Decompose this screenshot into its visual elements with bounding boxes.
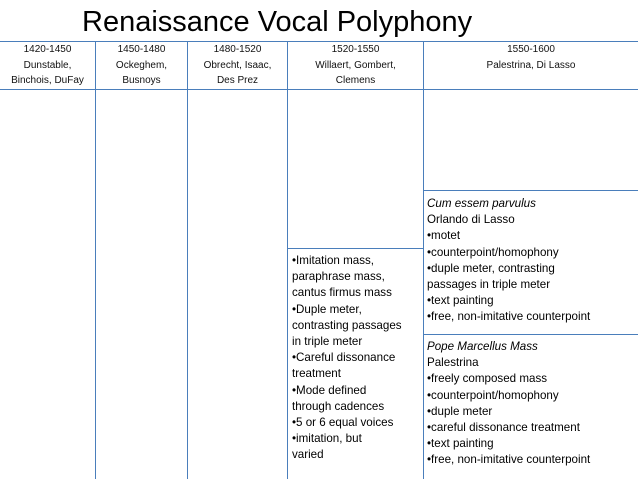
feature-line: •duple meter — [427, 404, 493, 418]
column-divider-4 — [423, 41, 424, 479]
period-years: 1480-1520 — [213, 44, 262, 55]
style-line: varied — [292, 448, 324, 462]
style-line: in triple meter — [292, 335, 363, 349]
header-1450-1480 — [96, 42, 187, 89]
page-title: Renaissance Vocal Polyphony — [82, 6, 473, 38]
feature-line: •motet — [427, 229, 461, 243]
feature-line: •counterpoint/homophony — [427, 388, 559, 402]
feature-line: •freely composed mass — [427, 372, 548, 386]
header-1550-1600 — [424, 42, 638, 89]
feature-line: •free, non-imitative counterpoint — [427, 310, 591, 324]
period-composers-line: Palestrina, Di Lasso — [486, 59, 576, 71]
feature-line: •careful dissonance treatment — [427, 421, 580, 435]
style-line: through cadences — [292, 399, 385, 413]
header-1420-1450 — [0, 42, 95, 89]
feature-line: •text painting — [427, 437, 494, 451]
header-1520-1550 — [288, 42, 423, 89]
column-divider-2 — [187, 41, 188, 479]
period-composers-line: Binchois, DuFay — [11, 75, 84, 86]
period-years: 1550-1600 — [507, 44, 555, 55]
work-composer: Palestrina — [427, 356, 479, 370]
style-line: cantus firmus mass — [292, 286, 392, 300]
column-divider-3 — [287, 41, 288, 479]
pope-marcellus-box — [427, 339, 590, 469]
work-composer: Orlando di Lasso — [427, 213, 515, 227]
work-title: Pope Marcellus Mass — [427, 340, 538, 353]
period-composers-line: Des Prez — [216, 75, 259, 86]
column-divider-1 — [95, 41, 96, 479]
style-1520-1550-top-border — [288, 248, 423, 249]
feature-line: passages in triple meter — [427, 278, 551, 292]
pope-marcellus-top-border — [424, 334, 638, 335]
cum-essem-top-border — [424, 190, 638, 191]
style-line: •5 or 6 equal voices — [292, 416, 394, 430]
style-line: •Mode defined — [292, 383, 367, 397]
header-1480-1520 — [188, 42, 287, 89]
period-composers-line: Ockeghem, — [115, 59, 168, 71]
period-composers-line: Clemens — [335, 75, 376, 86]
style-line: •imitation, but — [292, 432, 362, 446]
period-years: 1420-1450 — [23, 44, 72, 55]
period-composers-line: Obrecht, Isaac, — [203, 59, 272, 71]
style-line: •Imitation mass, — [292, 254, 375, 267]
style-line: •Duple meter, — [292, 302, 362, 316]
period-years: 1520-1550 — [331, 44, 380, 55]
feature-line: •free, non-imitative counterpoint — [427, 453, 591, 467]
cum-essem-box — [427, 196, 590, 326]
period-composers-line: Busnoys — [122, 75, 161, 86]
style-line: contrasting passages — [292, 318, 402, 332]
feature-line: •duple meter, contrasting — [427, 261, 555, 275]
style-line: paraphrase mass, — [292, 270, 385, 284]
period-composers-line: Dunstable, — [23, 59, 72, 71]
period-composers-line: Willaert, Gombert, — [315, 59, 396, 71]
work-title: Cum essem parvulus — [427, 197, 536, 210]
feature-line: •text painting — [427, 294, 494, 308]
style-1520-1550-box — [292, 253, 402, 464]
style-line: treatment — [292, 367, 341, 381]
period-years: 1450-1480 — [117, 44, 166, 55]
style-line: •Careful dissonance — [292, 351, 396, 365]
feature-line: •counterpoint/homophony — [427, 245, 559, 259]
